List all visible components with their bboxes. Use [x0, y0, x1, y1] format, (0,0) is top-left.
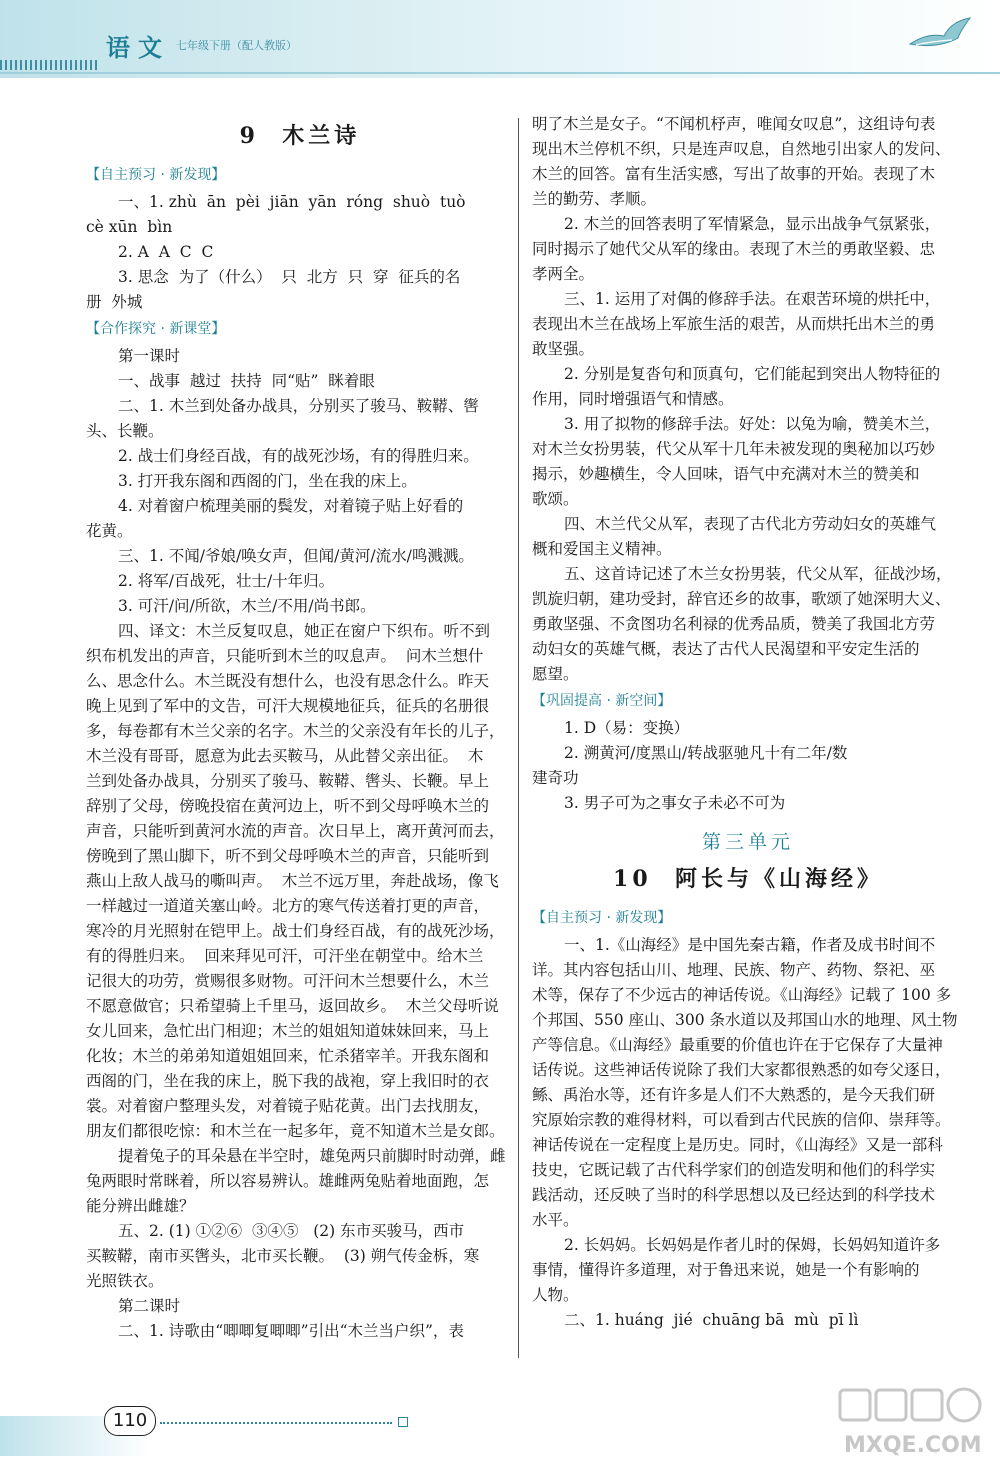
answer-line: 作用，同时增强语气和情感。: [532, 390, 734, 408]
answer-line: 水平。: [532, 1211, 579, 1229]
lesson-title: 9 木兰诗: [239, 123, 361, 149]
answer-line: 揭示，妙趣横生，令人回味，语气中充满对木兰的赞美和: [532, 465, 920, 483]
answer-line: 歌颂。: [532, 490, 579, 508]
answer-line: 3. 男子可为之事女子未必不可为: [564, 794, 786, 812]
answer-line: 二、1. huáng jié chuāng bā mù pī lì: [564, 1311, 859, 1329]
answer-line: 人物。: [532, 1286, 579, 1304]
section-tag: 【巩固提高 · 新空间】: [532, 693, 672, 709]
section-tag: 【自主预习 · 新发现】: [532, 910, 672, 926]
answer-line: 多，每卷都有木兰父亲的名字。木兰的父亲没有年长的儿子，: [86, 722, 505, 740]
answer-line: 四、木兰代父从军，表现了古代北方劳动妇女的英雄气: [564, 515, 937, 533]
answer-line: 术等，保存了不少远古的神话传说。《山海经》记载了 100 多: [532, 986, 952, 1004]
answer-line: 傍晚到了黑山脚下，听不到父母呼唤木兰的声音，只能听到: [86, 847, 490, 865]
watermark-logo: [832, 1384, 992, 1464]
footer-square-icon: [398, 1417, 408, 1427]
section-tag-row: [532, 687, 964, 716]
edition-label: 七年级下册（配人教版）: [176, 39, 297, 52]
answer-line: 裳。对着窗户整理头发，对着镜子贴花黄。出门去找朋友，: [86, 1097, 490, 1115]
answer-line: 朋友们都很吃惊：和木兰在一起多年，竟不知道木兰是女郎。: [86, 1122, 505, 1140]
answer-line: 3. 打开我东阁和西阁的门，坐在我的床上。: [118, 472, 417, 490]
subject-title: 语文: [106, 33, 170, 62]
lesson-title: 10 阿长与《山海经》: [613, 866, 883, 892]
answer-line: cè xūn bìn: [86, 218, 173, 236]
section-tag-row: [86, 315, 514, 344]
answer-line: 明了木兰是女子。“不闻机杼声，唯闻女叹息”，这组诗句表: [532, 115, 936, 133]
section-tag-row: [86, 161, 514, 190]
answer-line: 一、1.《山海经》是中国先秦古籍，作者及成书时间不: [564, 936, 936, 954]
answer-line: 三、1. 运用了对偶的修辞手法。在艰苦环境的烘托中，: [564, 290, 941, 308]
answer-line: 愿望。: [532, 665, 579, 683]
answer-line: 建奇功: [532, 769, 579, 787]
answer-line: 有的得胜归来。 回来拜见可汗，可汗坐在朝堂中。给木兰: [86, 947, 484, 965]
answer-line: 第一课时: [118, 347, 181, 365]
answer-line: 提着兔子的耳朵悬在半空时，雄兔两只前脚时时动弹，雌: [118, 1147, 506, 1165]
answer-line: 织布机发出的声音，只能听到木兰的叹息声。 问木兰想什: [86, 647, 484, 665]
answer-line: 木兰没有哥哥，愿意为此去买鞍马，从此替父亲出征。 木: [86, 747, 484, 765]
answer-line: 二、1. 诗歌由“唧唧复唧唧”引出“木兰当户织”，表: [118, 1322, 464, 1340]
answer-line: 践活动，还反映了当时的科学思想以及已经达到的科学技术: [532, 1186, 936, 1204]
answer-line: 第二课时: [118, 1297, 181, 1315]
answer-line: 概和爱国主义精神。: [532, 540, 672, 558]
answer-line: 孝两全。: [532, 265, 595, 283]
answer-line: 神话传说在一定程度上是历史。同时，《山海经》又是一部科: [532, 1136, 943, 1154]
answer-line: 记很大的功劳，赏赐很多财物。可汗问木兰想要什么，木兰: [86, 972, 490, 990]
answer-line: 一、战事 越过 扶持 同“贴” 眯着眼: [118, 372, 375, 390]
answer-line: 四、译文：木兰反复叹息，她正在窗户下织布。听不到: [118, 622, 491, 640]
answer-line: 买鞍鞯，南市买辔头，北市买长鞭。 (3) 朔气传金柝，寒: [86, 1247, 480, 1265]
left-column: [86, 112, 514, 1344]
header-rule: [0, 72, 1000, 74]
header-decorative-strip: [0, 60, 100, 70]
answer-line: 勇敢坚强、不贪图功名利禄的优秀品质，赞美了我国北方劳: [532, 615, 936, 633]
answer-line: 声音，只能听到黄河水流的声音。次日早上，离开黄河而去，: [86, 822, 505, 840]
answer-line: 动妇女的英雄气概，表达了古代人民渴望和平安定生活的: [532, 640, 920, 658]
answer-line: 产等信息。《山海经》最重要的价值也许在于它保存了大量神: [532, 1036, 943, 1054]
answer-line: 3. 思念 为了（什么） 只 北方 只 穿 征兵的名: [118, 268, 461, 286]
answer-line: 话传说。这些神话传说除了我们大家都很熟悉的如夸父逐日，: [532, 1061, 951, 1079]
answer-line: 技史，它既记载了古代科学家们的创造发明和他们的科学实: [532, 1161, 936, 1179]
page-number: 110: [104, 1406, 156, 1436]
answer-line: 能分辨出雌雄？: [86, 1197, 195, 1215]
answer-line: 一、1. zhù ān pèi jiān yān róng shuò tuò: [118, 193, 466, 211]
page-header: [0, 0, 1000, 78]
answer-line: 2. 分别是复沓句和顶真句，它们能起到突出人物特征的: [564, 365, 941, 383]
answer-line: 表现出木兰在战场上军旅生活的艰苦，从而烘托出木兰的勇: [532, 315, 936, 333]
answer-line: 五、这首诗记述了木兰女扮男装，代父从军，征战沙场，: [564, 565, 952, 583]
answer-line: 兰的勤劳、孝顺。: [532, 190, 657, 208]
answer-line: 3. 可汗/问/所欲，木兰/不用/尚书郎。: [118, 597, 376, 615]
answer-line: 2. A A C C: [118, 243, 214, 261]
answer-line: 么、思念什么。木兰既没有想什么，也没有思念什么。昨天: [86, 672, 490, 690]
watermark-text: MXQE.COM: [844, 1433, 982, 1458]
bird-logo-icon: [908, 14, 972, 54]
answer-line: 兔两眼时常眯着，所以容易辨认。雄雌两兔贴着地面跑，怎: [86, 1172, 490, 1190]
footer-dotted-rule: [160, 1422, 392, 1424]
answer-line: 光照铁衣。: [86, 1272, 164, 1290]
answer-line: 五、2. (1) ①②⑥ ③④⑤ (2) 东市买骏马，西市: [118, 1222, 465, 1240]
unit-heading: 第三单元: [701, 831, 794, 853]
answer-line: 2. 长妈妈。长妈妈是作者儿时的保姆，长妈妈知道许多: [564, 1236, 941, 1254]
answer-line: 晚上见到了军中的文告，可汗大规模地征兵，征兵的名册很: [86, 697, 490, 715]
answer-line: 2. 溯黄河/度黑山/转战驱驰凡十有二年/数: [564, 744, 848, 762]
answer-line: 事情，懂得许多道理，对于鲁迅来说，她是一个有影响的: [532, 1261, 920, 1279]
answer-line: 究原始宗教的难得材料，可以看到古代民族的信仰、崇拜等。: [532, 1111, 951, 1129]
column-divider: [518, 118, 519, 1358]
answer-line: 三、1. 不闻/爷娘/唤女声，但闻/黄河/流水/鸣溅溅。: [118, 547, 474, 565]
answer-line: 木兰的回答。富有生活实感，写出了故事的开始。表现了木: [532, 165, 936, 183]
answer-line: 详。其内容包括山川、地理、民族、物产、药物、祭祀、巫: [532, 961, 936, 979]
answer-line: 西阁的门，坐在我的床上，脱下我的战袍，穿上我旧时的衣: [86, 1072, 490, 1090]
answer-line: 不愿意做官；只希望骑上千里马，返回故乡。 木兰父母听说: [86, 997, 499, 1015]
answer-line: 寒冷的月光照射在铠甲上。战士们身经百战，有的战死沙场，: [86, 922, 505, 940]
answer-line: 4. 对着窗户梳理美丽的鬓发，对着镜子贴上好看的: [118, 497, 464, 515]
answer-line: 2. 将军/百战死，壮士/十年归。: [118, 572, 335, 590]
answer-line: 册 外城: [86, 293, 143, 311]
answer-line: 敢坚强。: [532, 340, 595, 358]
answer-line: 燕山上敌人战马的嘶叫声。 木兰不远万里，奔赴战场，像飞: [86, 872, 499, 890]
section-tag: 【合作探究 · 新课堂】: [86, 321, 226, 337]
answer-line: 个邦国、550 座山、300 条水道以及邦国山水的地理、风土物: [532, 1011, 958, 1029]
answer-line: 2. 战士们身经百战，有的战死沙场，有的得胜归来。: [118, 447, 479, 465]
answer-line: 二、1. 木兰到处备办战具，分别买了骏马、鞍鞯、辔: [118, 397, 479, 415]
answer-line: 3. 用了拟物的修辞手法。好处：以兔为喻，赞美木兰，: [564, 415, 941, 433]
right-column: [532, 112, 964, 1333]
answer-line: 2. 木兰的回答表明了军情紧急，显示出战争气氛紧张，: [564, 215, 941, 233]
answer-line: 现出木兰停机不织，只是连声叹息，自然地引出家人的发问、: [532, 140, 951, 158]
answer-line: 头、长鞭。: [86, 422, 164, 440]
answer-line: 对木兰女扮男装，代父从军十几年未被发现的奥秘加以巧妙: [532, 440, 936, 458]
answer-line: 化妆；木兰的弟弟知道姐姐回来，忙杀猪宰羊。开我东阁和: [86, 1047, 490, 1065]
answer-line: 鲧、禹治水等，还有许多是人们不大熟悉的，是今天我们研: [532, 1086, 936, 1104]
answer-line: 凯旋归朝，建功受封，辞官还乡的故事，歌颂了她深明大义、: [532, 590, 951, 608]
answer-line: 辞别了父母，傍晚投宿在黄河边上，听不到父母呼唤木兰的: [86, 797, 490, 815]
answer-line: 女儿回来，急忙出门相迎；木兰的姐姐知道妹妹回来，马上: [86, 1022, 490, 1040]
answer-line: 同时揭示了她代父从军的缘由。表现了木兰的勇敢坚毅、忠: [532, 240, 936, 258]
answer-line: 一样越过一道道关塞山岭。北方的寒气传送着打更的声音，: [86, 897, 490, 915]
answer-line: 兰到处备办战具，分别买了骏马、鞍鞯、辔头、长鞭。早上: [86, 772, 490, 790]
section-tag: 【自主预习 · 新发现】: [86, 167, 226, 183]
answer-line: 1. D（易：变换）: [564, 719, 690, 737]
section-tag-row: [532, 904, 964, 933]
answer-line: 花黄。: [86, 522, 133, 540]
